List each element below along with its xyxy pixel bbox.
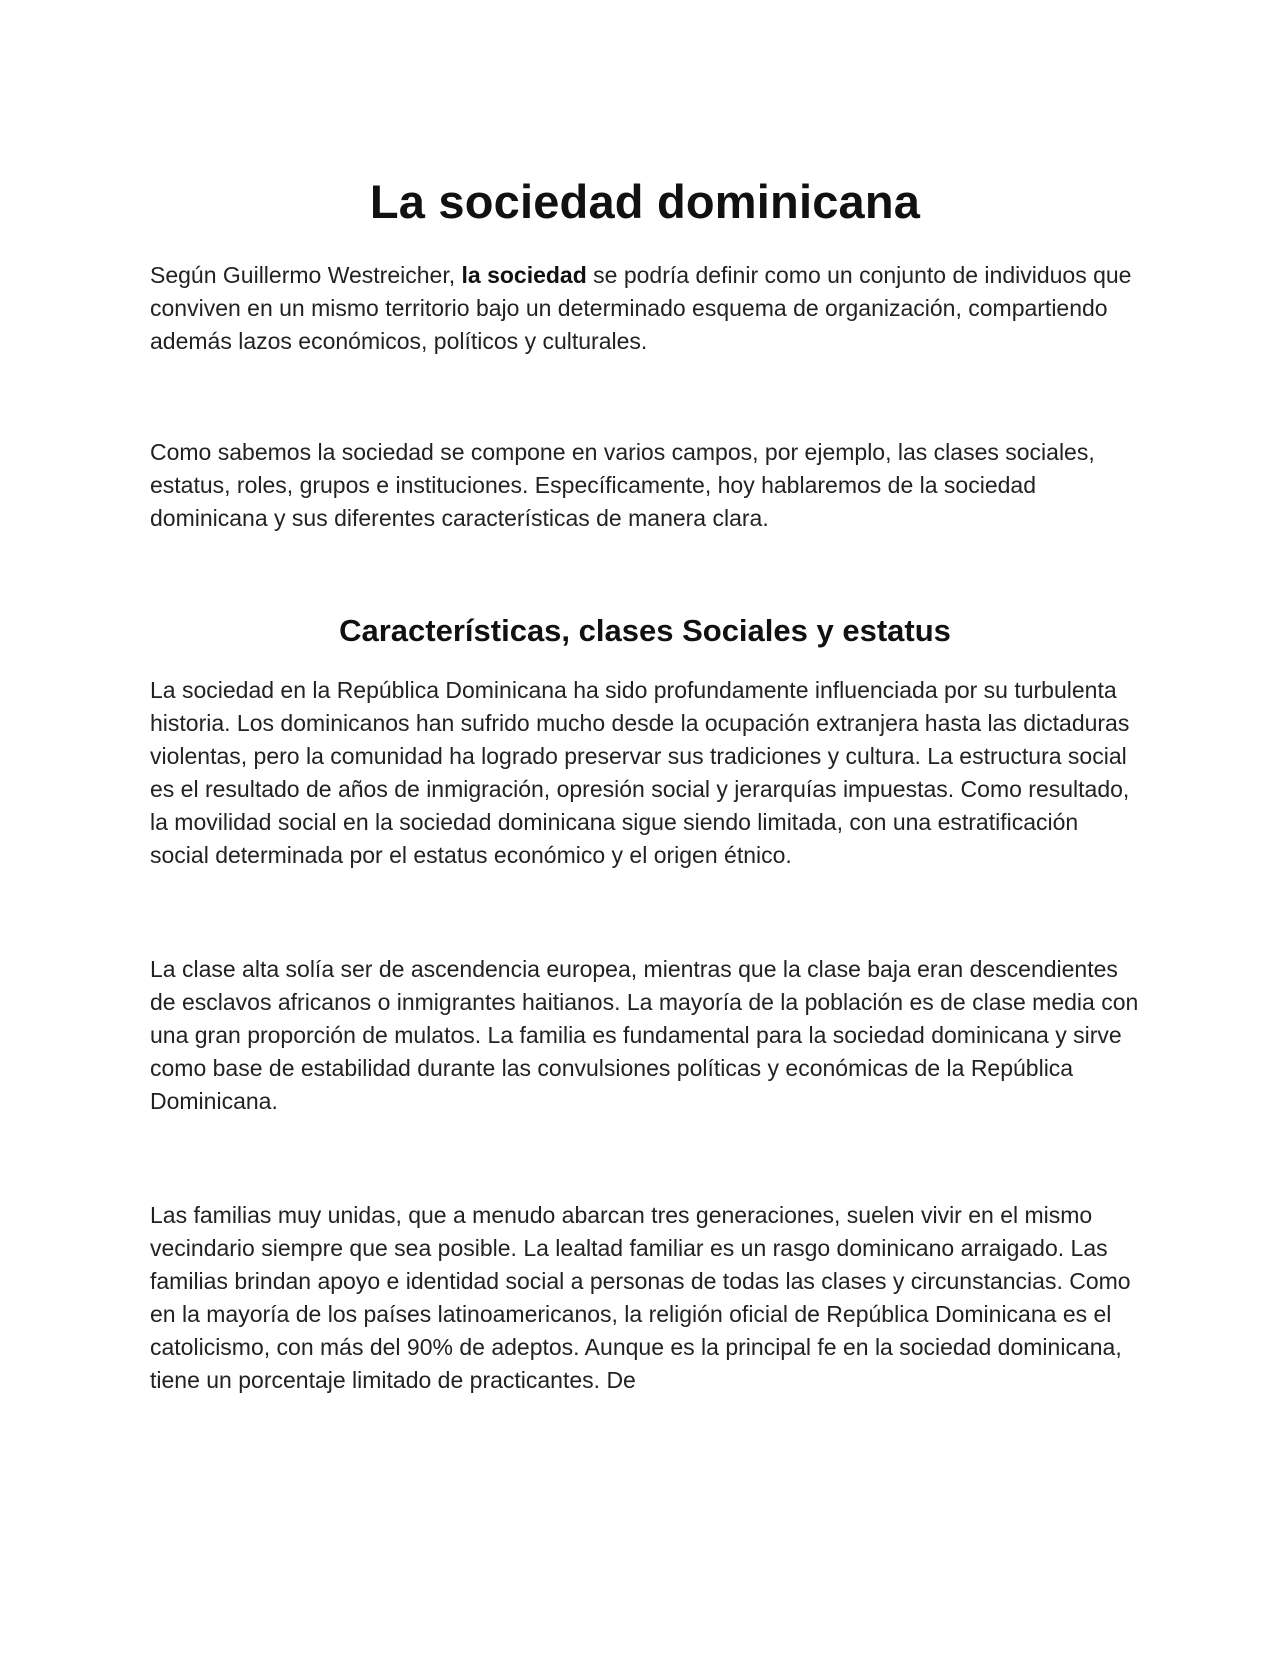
paragraph-5: Las familias muy unidas, que a menudo abarcan tres generaciones, suelen vivir en el mismo vecindario siempre que sea posible. La lealtad familiar es un rasgo dominicano arraigado. Las familias brindan apoyo e identidad social a personas de todas las clases y circunstancias. Como en la mayoría de los países latinoamericanos, la religión oficial de República Dominicana es el catolicismo, con más del 90% de adeptos. Aunque es la principal fe en la sociedad dominicana, tiene un porcentaje limitado de practicantes. De xyxy=(150,1202,1131,1393)
document-body xyxy=(150,172,1140,1397)
page-title: La sociedad dominicana xyxy=(369,175,921,228)
paragraph-3: La sociedad en la República Dominicana ha sido profundamente influenciada por su turbulenta historia. Los dominicanos han sufrido mucho desde la ocupación extranjera hasta las dictaduras violentas, pero la comunidad ha logrado preservar sus tradiciones y cultura. La estructura social es el resultado de años de inmigración, opresión social y jerarquías impuestas. Como resultado, la movilidad social en la sociedad dominicana sigue siendo limitada, con una estratificación social determinada por el estatus económico y el origen étnico. xyxy=(150,677,1130,868)
intro-bold-term: la sociedad xyxy=(461,262,587,288)
section-heading: Características, clases Sociales y estatus xyxy=(339,613,951,648)
paragraph-spacer xyxy=(150,872,1140,953)
paragraph-4: La clase alta solía ser de ascendencia europea, mientras que la clase baja eran descendientes de esclavos africanos o inmigrantes haitianos. La mayoría de la población es de clase media con una gran proporción de mulatos. La familia es fundamental para la sociedad dominicana y sirve como base de estabilidad durante las convulsiones políticas y económicas de la República Dominicana. xyxy=(150,956,1139,1114)
intro-text-before: Según Guillermo Westreicher, xyxy=(150,262,462,288)
paragraph-spacer xyxy=(150,358,1140,436)
paragraph-2: Como sabemos la sociedad se compone en varios campos, por ejemplo, las clases sociales, estatus, roles, grupos e instituciones. Específicamente, hoy hablaremos de la sociedad dominicana y sus diferentes características de manera clara. xyxy=(150,439,1095,531)
intro-text-after: se podría definir como un conjunto de individuos que conviven en un mismo territorio bajo un determinado esquema de organización, compartiendo además lazos económicos, políticos y culturales. xyxy=(150,262,1132,354)
paragraph-spacer xyxy=(150,1118,1140,1199)
section-spacer xyxy=(150,535,1140,611)
intro-paragraph xyxy=(150,259,1140,358)
